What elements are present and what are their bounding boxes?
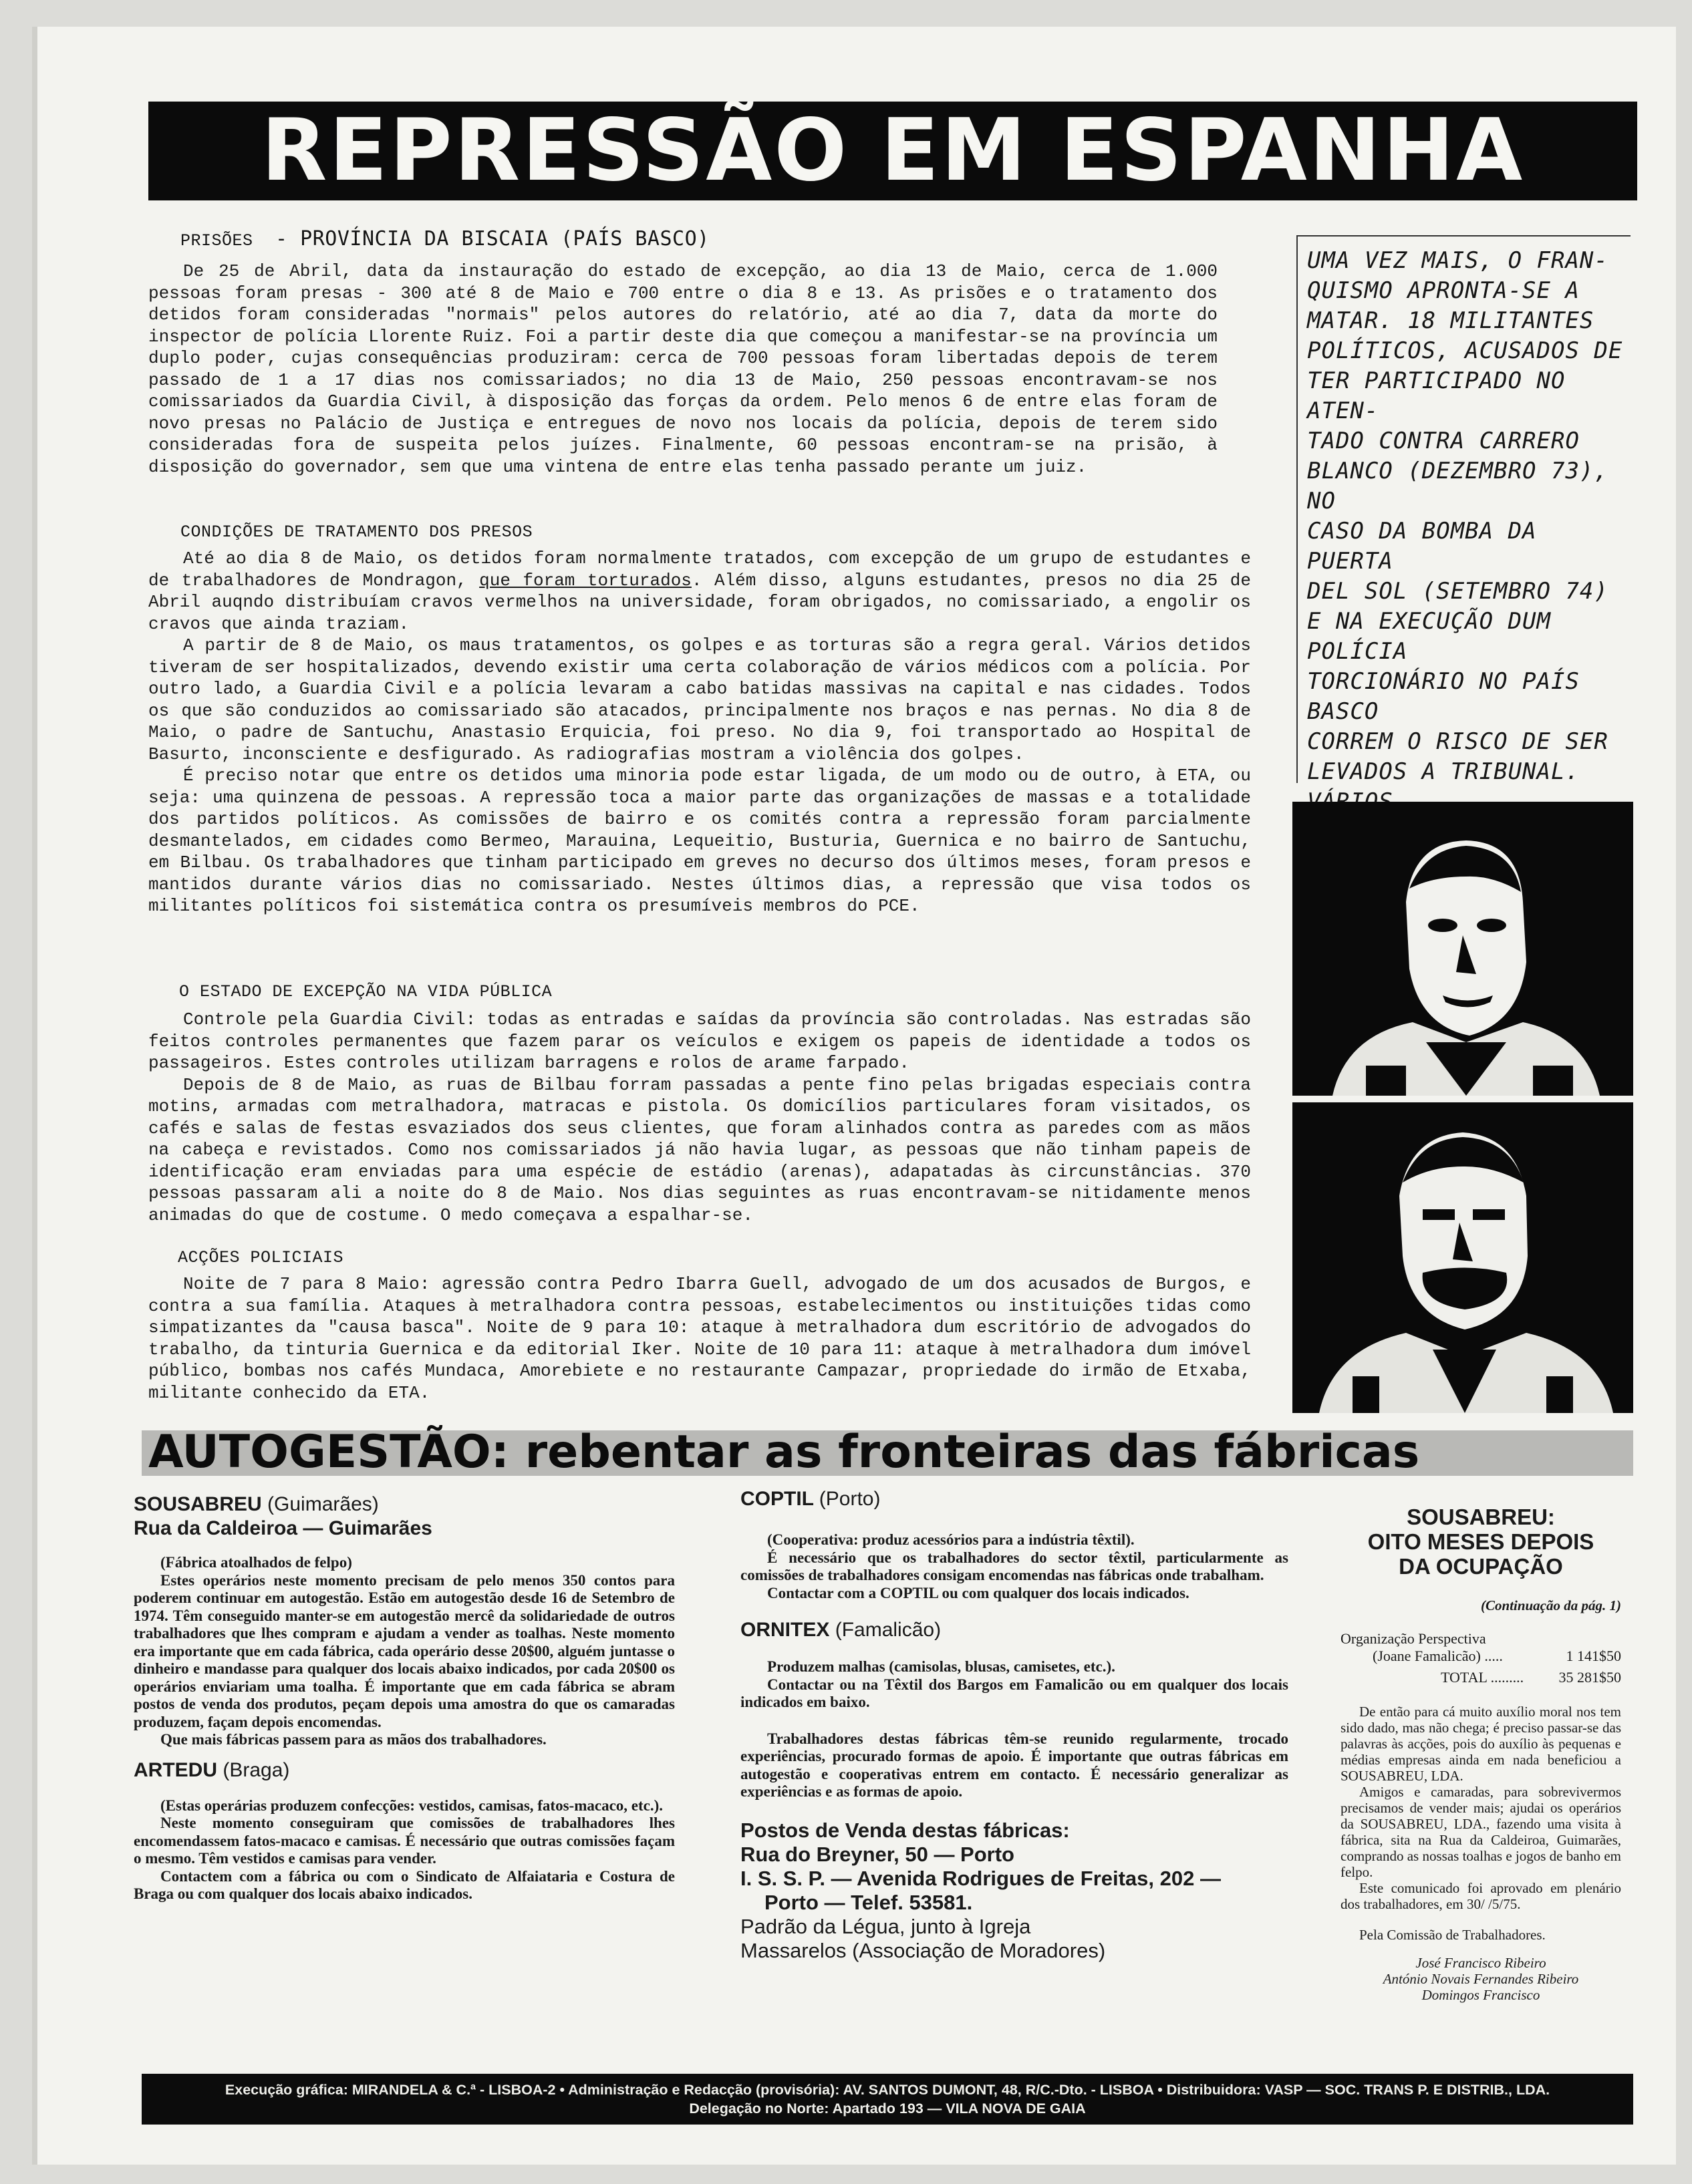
paragraph: Depois de 8 de Maio, as ruas de Bilbau forram passadas a pente fino pelas brigadas especiais contra motins, armadas com metralhadora, matracas e pistola. Os domicílios particulares foram visitados, os cafés e salas de festas esvaziados dos seus clientes, que foram alinhados contra as paredes com as mãos na cabeça e revistados. Como nos comissariados já não havia lugar, as pessoas que não tinham papeis de identificação eram enviadas para uma espécie de estádio (arenas), adapatadas às circunstâncias. 370 pessoas passaram ali a noite do 8 de Maio. Nos dias seguintes as ruas encontravam-se nitidamente menos animadas do que de costume. O medo começava a espalhar-se. (148, 1074, 1251, 1225)
signature: José Francisco Ribeiro (1415, 1955, 1546, 1971)
section-body-estado-excepcao (148, 1009, 1251, 1226)
imprint-footer (142, 2074, 1633, 2125)
paragraph: Pela Comissão de Trabalhadores. (1359, 1927, 1546, 1943)
factory-heading-coptil: COPTIL (Porto) (740, 1488, 881, 1510)
handwritten-line: CORREM O RISCO DE SER (1307, 728, 1608, 755)
paragraph: De então para cá muito auxílio moral nos tem sido dado, mas não chega; é preciso passar-se das palavras às acções, pois do auxílio às pequenas e médias empresas ainda em nada beneficiou a SOUSABREU, LDA. (1341, 1704, 1621, 1784)
factory-note: (Fábrica atoalhados de felpo) (160, 1554, 352, 1571)
handwritten-sidebar-note (1296, 235, 1631, 783)
sales-points-list (740, 1819, 1288, 1963)
update-heading: SOUSABREU: (1407, 1505, 1555, 1529)
paragraph: É preciso notar que entre os detidos uma minoria pode estar ligada, de um modo ou de outro, à ETA, ou seja: uma quinzena de pessoas. A repressão toca a maior parte das organizações de massas e a totalidade dos partidos políticos. As comissões de bairro e os comités contra a repressão foram parcialmente desmantelados, em cidades como Bermeo, Marauina, Lequeitio, Busturia, Guernica e no bairro de Santuchu, em Bilbau. Os trabalhadores que tinham participado em greves no decurso dos últimos meses, foram presos e mantidos durante vários dias no comissariado. Nestes últimos dias, a repressão que visa todos os militantes políticos foi sistemática contra os presumíveis membros do PCE. (148, 766, 1251, 916)
sales-point: I. S. S. P. — Avenida Rodrigues de Freitas, 202 — (740, 1866, 1221, 1890)
signature: António Novais Fernandes Ribeiro (1383, 1971, 1579, 1987)
signature: Domingos Francisco (1421, 1987, 1540, 2003)
paragraph: Até ao dia 8 de Maio, os detidos foram normalmente tratados, com excepção de um grupo de estudantes e de trabalhadores de Mondragon, que foram torturados. Além disso, alguns estudantes, presos no dia 25 de Abril auqndo distribuíam cravos vermelhos na universidade, foram obrigados, no comissariado, a engolir os cravos que ainda traziam. (148, 549, 1251, 634)
paragraph: De 25 de Abril, data da instauração do estado de excepção, ao dia 13 de Maio, cerca de 1.000 pessoas foram presas - 300 até 8 de Maio e 700 entre o dia 8 e 13. As prisões e o tratamento dos detidos foram consideradas "normais" pelos autores do relatório, até ao dia 7, data da morte do inspector de polícia Llorente Ruiz. Foi a partir deste dia que começou a manifestar-se na província um duplo poder, cujas consequências produziram: cerca de 700 pessoas foram libertadas depois de terem passado de 1 a 17 dias nos comissariados; no dia 13 de Maio, 250 pessoas encontravam-se nos comissariados da Guardia Civil, à disposição das forças da ordem. Pelo menos 6 de entre elas foram de novo presas no Palácio de Justiça e entregues de novo nos locais da polícia, depois de terem sido consideradas fora de suspeita pelos juízes. Finalmente, 60 pessoas encontram-se na prisão, à disposição do governador, sem que uma vintena de entre elas tenha passado perante um juiz. (148, 261, 1218, 477)
handwritten-line: TADO CONTRA CARRERO (1307, 428, 1580, 454)
paragraph: Contactar ou na Têxtil dos Bargos em Famalicão ou em qualquer dos locais indicados em baixo. (740, 1676, 1288, 1710)
sales-points-title: Postos de Venda destas fábricas: (740, 1818, 1070, 1842)
handwritten-line: UMA VEZ MAIS, O FRAN- (1307, 247, 1608, 274)
section-heading-estado-excepcao: O ESTADO DE EXCEPÇÃO NA VIDA PÚBLICA (179, 982, 553, 1001)
headline-banner: REPRESSÃO EM ESPANHA (148, 102, 1637, 200)
handwritten-line: QUISMO APRONTA-SE A (1307, 277, 1580, 304)
paragraph: Trabalhadores destas fábricas têm-se reunido regularmente, trocado experiências, procurado formas de apoio. É importante que outras fábricas em autogestão e cooperativas entrem em contacto. É necessário generalizar as experiências e as formas de apoio. (740, 1730, 1288, 1800)
handwritten-line: LEVADOS A TRIBUNAL. (1307, 758, 1580, 785)
handwritten-line: TER PARTICIPADO NO ATEN- (1307, 367, 1566, 424)
paragraph: Que mais fábricas passem para as mãos dos trabalhadores. (160, 1731, 547, 1748)
footer-line: Execução gráfica: MIRANDELA & C.ª - LISBOA-2 • Administração e Redacção (provisória): AV. SANTOS DUMONT, 48, R/C.-Dto. - LISBOA • Distribuidora: VASP — SOC. TRANS P. E DISTRIB., LDA. (225, 2082, 1550, 2098)
portrait-photo-bottom (1292, 1102, 1633, 1413)
typed-heading: PRISÕES (180, 231, 253, 251)
portrait-image (1292, 802, 1633, 1096)
handwritten-line: DEL SOL (SETEMBRO 74) (1307, 578, 1608, 605)
factory-address: Rua da Caldeiroa — Guimarães (134, 1517, 432, 1539)
contribution-row: (Joane Famalicão) ..... 1 141$50 (1373, 1648, 1621, 1664)
section-heading-condicoes: CONDIÇÕES DE TRATAMENTO DOS PRESOS (180, 522, 533, 542)
handwritten-heading: - PROVÍNCIA DA BISCAIA (PAÍS BASCO) (275, 227, 710, 251)
handwritten-line: TORCIONÁRIO NO PAÍS BASCO (1307, 668, 1580, 725)
sales-point: Porto — Telef. 53581. (764, 1890, 973, 1914)
total-row: TOTAL ......... 35 281$50 (1441, 1669, 1621, 1686)
handwritten-line: E NA EXECUÇÃO DUM POLÍCIA (1307, 608, 1551, 665)
section-heading-prisoes (180, 227, 710, 251)
underlined-phrase: que foram torturados (479, 570, 692, 591)
section-body-condicoes (148, 548, 1251, 917)
paragraph: A partir de 8 de Maio, os maus tratamentos, os golpes e as torturas são a regra geral. Vários detidos tiveram de ser hospitalizados, devendo existir uma certa colaboração de vários médicos com a polícia. Por outro lado, a Guardia Civil e a polícia levaram a cabo batidas massivas na capital e nas cidades. Todos os que são conduzidos ao comissariado são atacados, principalmente nos braços e nas pernas. No dia 8 de Maio, o padre de Santuchu, Anastasio Erquicia, foi preso. No dia 9, foi transportado ao Hospital de Basurto, inconsciente e desfigurado. As radiografias mostram a violência dos golpes. (148, 635, 1251, 764)
update-heading: OITO MESES DEPOIS (1367, 1529, 1594, 1554)
sales-point: Massarelos (Associação de Moradores) (740, 1938, 1106, 1962)
footer-line: Delegação no Norte: Apartado 193 — VILA NOVA DE GAIA (689, 2100, 1086, 2117)
factory-heading-ornitex: ORNITEX (Famalicão) (740, 1619, 942, 1641)
contribution-label: Organização Perspectiva (1341, 1630, 1486, 1647)
paragraph: Contactem com a fábrica ou com o Sindicato de Alfaiataria e Costura de Braga ou com qualquer dos locais abaixo indicados. (134, 1867, 675, 1902)
portrait-image (1292, 1102, 1633, 1413)
factory-heading-artedu: ARTEDU (Braga) (134, 1758, 290, 1781)
section-body-accoes-policiais (148, 1273, 1251, 1404)
paragraph: Neste momento conseguiram que comissões de trabalhadores lhes encomendassem fatos-macaco e camisas. É necessário que outras comissões façam o mesmo. Têm vestidos e camisas para vender. (134, 1815, 675, 1867)
contributions-table (1341, 1630, 1621, 1686)
continuation-note: (Continuação da pág. 1) (1480, 1597, 1621, 1613)
paragraph: Noite de 7 para 8 Maio: agressão contra Pedro Ibarra Guell, advogado de um dos acusados de Burgos, e contra a sua família. Ataques à metralhadora contra pessoas, estabelecimentos ou instituições tidas como simpatizantes da "causa basca". Noite de 9 para 10: ataque à metralhadora dum escritório de advogados do trabalho, da tinturia Guernica e da editorial Iker. Noite de 10 para 11: ataque à metralhadora dum imóvel público, bombas nos cafés Mundaca, Amorebiete e no restaurante Campazar, propriedade do irmão de Etxaba, militante conhecido da ETA. (148, 1274, 1251, 1403)
factory-heading-sousabreu: SOUSABREU (Guimarães) (134, 1493, 379, 1515)
paragraph: Amigos e camaradas, para sobrevivermos precisamos de vender mais; ajudai os operários da SOUSABREU, LDA., fazendo uma visita à fábrica, sita na Rua da Caldeiroa, Guimarães, comprando as nossas toalhas e jogos de banho em felpo. (1341, 1784, 1621, 1880)
paragraph: Produzem malhas (camisolas, blusas, camisetes, etc.). (767, 1658, 1115, 1675)
factory-note: (Estas operárias produzem confecções: vestidos, camisas, fatos-macaco, etc.). (160, 1797, 664, 1814)
update-heading: DA OCUPAÇÃO (1399, 1554, 1563, 1579)
factory-note: (Cooperativa: produz acessórios para a indústria têxtil). (767, 1531, 1135, 1548)
handwritten-line: POLÍTICOS, ACUSADOS DE (1307, 337, 1623, 364)
sales-point: Padrão da Légua, junto à Igreja (740, 1914, 1031, 1938)
paragraph: Contactar com a COPTIL ou com qualquer dos locais indicados. (767, 1584, 1189, 1601)
paragraph: Controle pela Guardia Civil: todas as entradas e saídas da província são controladas. Nas estradas são feitos controles permanentes que fazem parar os veículos e exigem os papeis de identidade a todos os passageiros. Estes controles utilizam barragens e rolos de arame farpado. (148, 1009, 1251, 1073)
column-sousabreu-artedu (134, 1493, 675, 1903)
autogestao-title: AUTOGESTÃO: rebentar as fronteiras das fábricas (148, 1426, 1420, 1478)
handwritten-line: MATAR. 18 MILITANTES (1307, 307, 1594, 334)
handwritten-line: CASO DA BOMBA DA PUERTA (1307, 518, 1537, 575)
paragraph: É necessário que os trabalhadores do sector têxtil, particularmente as comissões de trabalhadores consigam encomendas nas fábricas onde trabalham. (740, 1549, 1288, 1583)
portrait-photo-top (1292, 802, 1633, 1096)
column-coptil-ornitex (740, 1487, 1288, 1963)
handwritten-line: BLANCO (DEZEMBRO 73), NO (1307, 458, 1608, 514)
column-sousabreu-update (1341, 1505, 1621, 2003)
paragraph: Este comunicado foi aprovado em plenário dos trabalhadores, em 30/ /5/75. (1341, 1880, 1621, 1912)
sales-point: Rua do Breyner, 50 — Porto (740, 1842, 1014, 1866)
section-heading-accoes-policiais: ACÇÕES POLICIAIS (178, 1248, 344, 1267)
paragraph: Estes operários neste momento precisam de pelo menos 350 contos para poderem continuar em autogestão. Estão em autogestão desde 16 de Setembro de 1974. Têm conseguido manter-se em autogestão mercê da solidariedade de outros trabalhadores que lhes compram e ajudam a vender as toalhas. Neste momento era importante que em cada fábrica, cada operário desse 20$00, alguém juntasse o dinheiro e mandasse para qualquer dos locais abaixo indicados, por cada 20$00 os operários enviariam uma toalha. É importante que em cada fábrica se abram postos de venda dos produtos, peçam depois uma amostra do que os camaradas produzem, façam depois encomendas. (134, 1571, 675, 1730)
section-body-prisoes (148, 261, 1218, 478)
page-fold-shadow (32, 27, 37, 2165)
